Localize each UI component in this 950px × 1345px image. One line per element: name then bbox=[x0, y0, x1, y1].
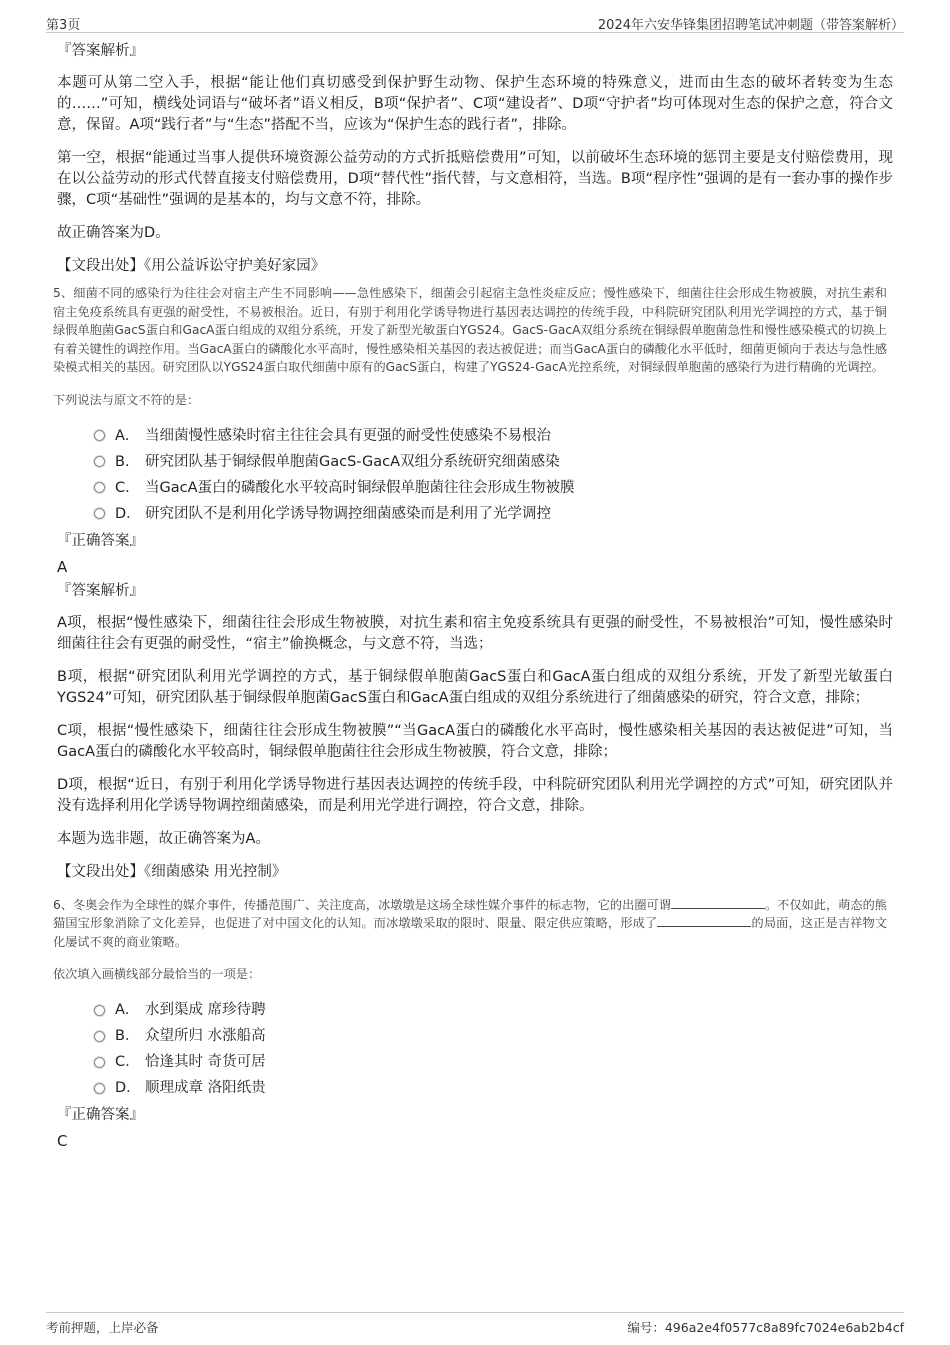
analysis-paragraph: D项，根据“近日，有别于利用化学诱导物进行基因表达调控的传统手段，中科院研究团队利用光学调控的方式”可知，研究团队并没有选择利用化学诱导物调控细菌感染，而是利用光学进行调控，符合文意，排除。 bbox=[57, 776, 893, 814]
analysis-conclusion: 故正确答案为D。 bbox=[57, 225, 170, 241]
option-c[interactable] bbox=[94, 475, 893, 501]
analysis-paragraph: 第一空，根据“能通过当事人提供环境资源公益劳动的方式折抵赔偿费用”可知，以前破坏生态环境的惩罚主要是支付赔偿费用，现在以公益劳动的形式代替直接支付赔偿费用，D项“替代性”指代替，与文意相符，当选。B项“程序性”强调的是有一套办事的操作步骤，C项“基础性”强调的是基本的，均与文意不符，排除。 bbox=[57, 150, 893, 208]
page-footer bbox=[46, 1312, 904, 1337]
page-number: 第3页 bbox=[46, 18, 81, 33]
question-6-text-part: 。不仅如此，萌态的熊猫国宝形象消除了文化差异，也促进了对中国文化的认知。而冰墩墩采取的限时、限量、限定供应策略，形成了 bbox=[53, 897, 887, 930]
page-header bbox=[46, 12, 904, 33]
option-d[interactable] bbox=[94, 1075, 893, 1101]
option-a[interactable] bbox=[94, 423, 893, 449]
analysis-label: 『答案解析』 bbox=[57, 582, 144, 599]
option-key: C． bbox=[115, 479, 140, 496]
question-5-prompt: 下列说法与原文不符的是： bbox=[53, 392, 200, 407]
question-6-prompt: 依次填入画横线部分最恰当的一项是： bbox=[53, 967, 261, 981]
question-6-options bbox=[94, 997, 893, 1101]
option-text: 顺理成章 洛阳纸贵 bbox=[145, 1080, 266, 1096]
option-key: B． bbox=[115, 453, 140, 470]
question-5-options bbox=[94, 423, 893, 527]
fill-blank bbox=[657, 914, 751, 927]
option-key: D． bbox=[115, 505, 141, 522]
fill-blank bbox=[671, 896, 765, 909]
option-text: 众望所归 水涨船高 bbox=[145, 1028, 266, 1044]
option-key: C． bbox=[115, 1054, 140, 1070]
option-key: B． bbox=[115, 1028, 140, 1044]
radio-icon[interactable] bbox=[94, 1031, 105, 1042]
correct-answer: C bbox=[57, 1132, 68, 1150]
radio-icon[interactable] bbox=[94, 482, 105, 493]
analysis-label: 『答案解析』 bbox=[57, 43, 144, 59]
radio-icon[interactable] bbox=[94, 1005, 105, 1016]
radio-icon[interactable] bbox=[94, 1083, 105, 1094]
analysis-paragraph: C项，根据“慢性感染下，细菌往往会形成生物被膜”“当GacA蛋白的磷酸化水平高时，慢性感染相关基因的表达被促进”可知，当GacA蛋白的磷酸化水平较高时，铜绿假单胞菌往往会形成生物被膜，符合文意，排除； bbox=[57, 722, 893, 760]
question-6-text bbox=[53, 896, 887, 952]
page-content bbox=[53, 41, 893, 1155]
option-text: 当细菌慢性感染时宿主往往会具有更强的耐受性使感染不易根治 bbox=[145, 427, 551, 444]
document-title: 2024年六安华锋集团招聘笔试冲刺题（带答案解析） bbox=[597, 18, 904, 33]
question-5-text: 5、细菌不同的感染行为往往会对宿主产生不同影响——急性感染下，细菌会引起宿主急性炎症反应；慢性感染下，细菌往往会形成生物被膜，对抗生素和宿主免疫系统具有更强的耐受性，不易被根治。近日，有别于利用化学诱导物进行基因表达调控的传统手段，中科院研究团队利用光学调控的方式，基于铜绿假单胞菌GacS蛋白和GacA蛋白组成的双组分系统，开发了新型光敏蛋白YGS24。GacS-GacA双组分系统在铜绿假单胞菌急性和慢性感染模式的切换上有着关键性的调控作用。当GacA蛋白的磷酸化水平高时，慢性感染相关基因的表达被促进；而当GacA蛋白的磷酸化水平低时，细菌更倾向于表达与急性感染模式相关的基因。研究团队以YGS24蛋白取代细菌中原有的GacS蛋白，构建了YGS24-GacA光控系统，对铜绿假单胞菌的感染行为进行精确的光调控。 bbox=[53, 286, 887, 374]
option-b[interactable] bbox=[94, 449, 893, 475]
option-text: 当GacA蛋白的磷酸化水平较高时铜绿假单胞菌往往会形成生物被膜 bbox=[145, 479, 575, 496]
option-b[interactable] bbox=[94, 1023, 893, 1049]
correct-answer-label: 『正确答案』 bbox=[57, 532, 144, 549]
analysis-conclusion: 本题为选非题，故正确答案为A。 bbox=[57, 830, 270, 847]
option-text: 水到渠成 席珍待聘 bbox=[145, 1002, 266, 1018]
passage-source: 【文段出处】《细菌感染 用光控制》 bbox=[57, 863, 287, 880]
option-d[interactable] bbox=[94, 501, 893, 527]
document-id: 编号：496a2e4f0577c8a89fc7024e6ab2b4cf bbox=[627, 1320, 904, 1335]
option-c[interactable] bbox=[94, 1049, 893, 1075]
option-key: A． bbox=[115, 1002, 140, 1018]
option-key: A． bbox=[115, 427, 140, 444]
radio-icon[interactable] bbox=[94, 456, 105, 467]
radio-icon[interactable] bbox=[94, 1057, 105, 1068]
correct-answer-label: 『正确答案』 bbox=[57, 1107, 144, 1123]
question-6-text-part: 6、冬奥会作为全球性的媒介事件，传播范围广、关注度高，冰墩墩是这场全球性媒介事件的标志物，它的出圈可谓 bbox=[53, 897, 671, 912]
analysis-paragraph: A项，根据“慢性感染下，细菌往往会形成生物被膜，对抗生素和宿主免疫系统具有更强的耐受性，不易被根治”可知，慢性感染时细菌往往会有更强的耐受性，“宿主”偷换概念，与文意不符，当选； bbox=[57, 614, 893, 652]
option-text: 研究团队基于铜绿假单胞菌GacS-GacA双组分系统研究细菌感染 bbox=[145, 453, 560, 470]
question-6-text-part: 的局面，这正是吉祥物文化屡试不爽的商业策略。 bbox=[53, 916, 888, 949]
correct-answer: A bbox=[57, 557, 68, 576]
option-text: 恰逢其时 奇货可居 bbox=[145, 1054, 266, 1070]
analysis-paragraph: B项，根据“研究团队利用光学调控的方式，基于铜绿假单胞菌GacS蛋白和GacA蛋白组成的双组分系统，开发了新型光敏蛋白YGS24”可知，研究团队基于铜绿假单胞菌GacS蛋白和GacA蛋白组成的双组分系统进行了细菌感染的研究，符合文意，排除； bbox=[57, 668, 893, 706]
option-key: D． bbox=[115, 1080, 141, 1096]
radio-icon[interactable] bbox=[94, 508, 105, 519]
option-text: 研究团队不是利用化学诱导物调控细菌感染而是利用了光学调控 bbox=[145, 505, 551, 522]
passage-source: 【文段出处】《用公益诉讼守护美好家园》 bbox=[57, 258, 326, 274]
option-a[interactable] bbox=[94, 997, 893, 1023]
footer-slogan: 考前押题，上岸必备 bbox=[46, 1320, 159, 1335]
radio-icon[interactable] bbox=[94, 430, 105, 441]
analysis-paragraph: 本题可从第二空入手，根据“能让他们真切感受到保护野生动物、保护生态环境的特殊意义，进而由生态的破坏者转变为生态的……”可知，横线处词语与“破坏者”语义相反，B项“保护者”、C项“建设者”、D项“守护者”均可体现对生态的保护之意，符合文意，保留。A项“践行者”与“生态”搭配不当，应该为“保护生态的践行者”，排除。 bbox=[57, 75, 893, 133]
